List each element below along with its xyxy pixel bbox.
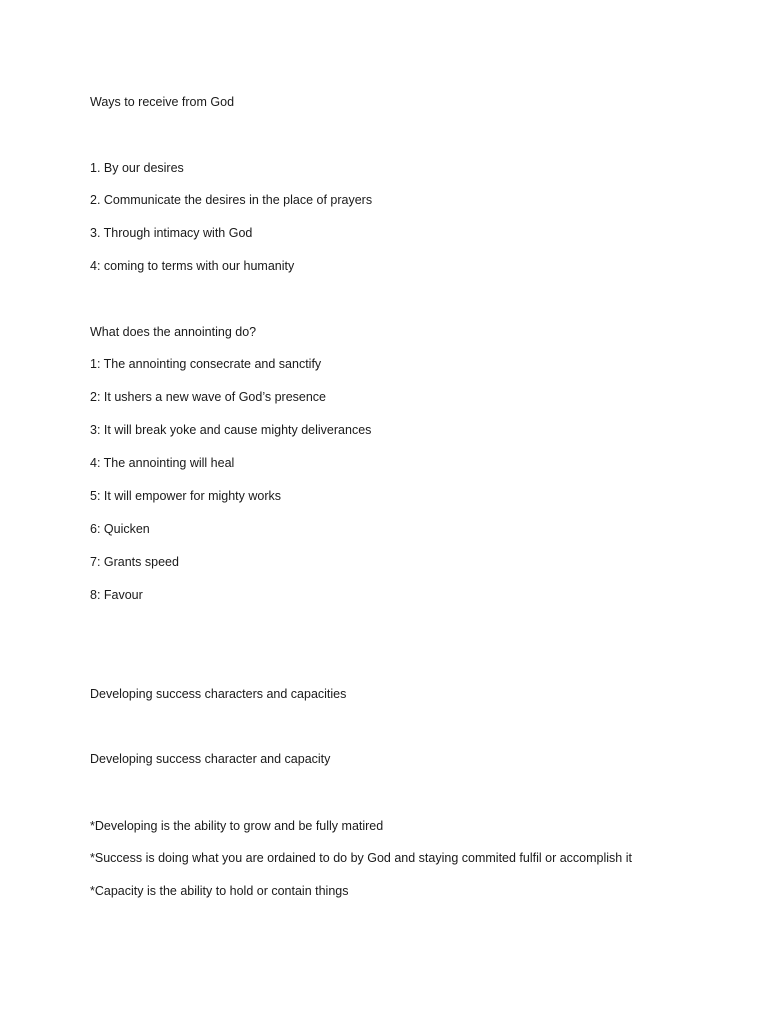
section-heading-ways-to-receive: Ways to receive from God: [90, 95, 235, 109]
section-subheading-developing-success: Developing success character and capacity: [90, 752, 331, 766]
section-heading-annointing: What does the annointing do?: [90, 325, 257, 339]
list-item: 2. Communicate the desires in the place of prayers: [90, 193, 373, 207]
section-heading-developing-success: Developing success characters and capacities: [90, 687, 347, 701]
list-item: 7: Grants speed: [90, 555, 179, 569]
list-item: 1. By our desires: [90, 161, 184, 175]
list-item: 1: The annointing consecrate and sanctify: [90, 357, 322, 371]
list-item: 6: Quicken: [90, 522, 150, 536]
list-item: 4: The annointing will heal: [90, 456, 235, 470]
list-item: 2: It ushers a new wave of God’s presence: [90, 390, 327, 404]
definition-item: *Success is doing what you are ordained to do by God and staying commited fulfil or accomplish it: [90, 851, 632, 865]
list-item: 8: Favour: [90, 588, 143, 602]
definition-item: *Developing is the ability to grow and be fully matired: [90, 819, 384, 833]
list-item: 5: It will empower for mighty works: [90, 489, 282, 503]
list-item: 4: coming to terms with our humanity: [90, 259, 295, 273]
definition-item: *Capacity is the ability to hold or contain things: [90, 884, 349, 898]
list-item: 3: It will break yoke and cause mighty deliverances: [90, 423, 372, 437]
list-item: 3. Through intimacy with God: [90, 226, 253, 240]
